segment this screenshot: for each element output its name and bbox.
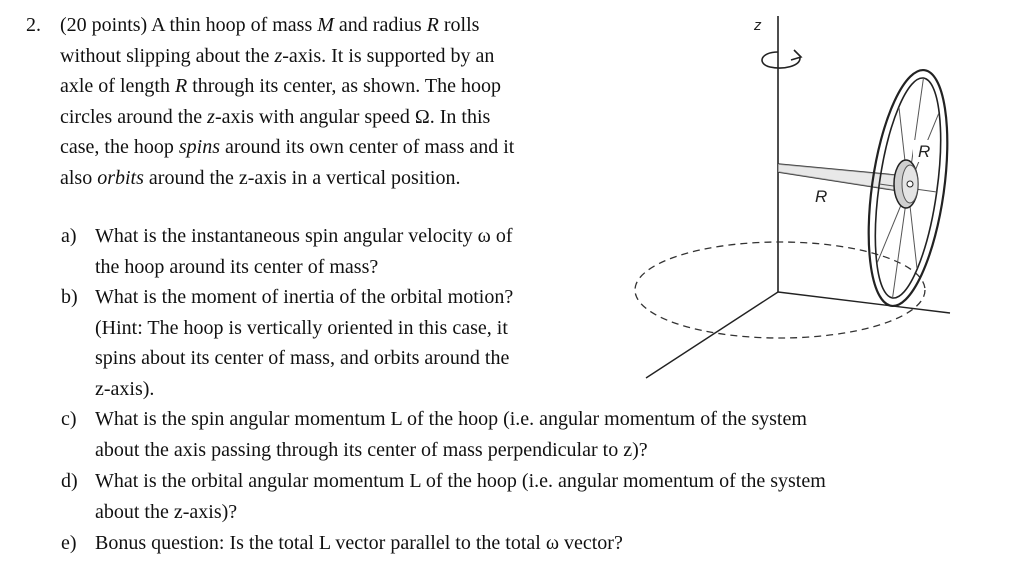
- italic-term: R: [426, 14, 439, 36]
- subquestion-line: What is the spin angular momentum L of the hoop (i.e. angular momentum of the system: [95, 408, 807, 430]
- subquestion-b: [61, 282, 514, 404]
- axle: [778, 164, 906, 192]
- intro-line: case, the hoop spins around its own center of mass and it: [60, 136, 515, 159]
- subquestion-label: a): [61, 225, 77, 247]
- intro-line: without slipping about the z-axis. It is supported by an: [60, 44, 495, 67]
- subquestion-label: c): [61, 408, 77, 430]
- intro-line: (20 points) A thin hoop of mass M and radius R rolls: [60, 14, 480, 36]
- subquestion-line: Bonus question: Is the total L vector parallel to the total ω vector?: [95, 532, 623, 554]
- rotation-arrow: [762, 50, 801, 68]
- subquestion-a: [61, 221, 513, 282]
- subquestion-line: about the z-axis)?: [95, 500, 238, 523]
- intro-line: also orbits around the z-axis in a vertical position.: [60, 166, 461, 189]
- subquestion-line: What is the orbital angular momentum L of the hoop (i.e. angular momentum of the system: [95, 470, 826, 492]
- hoop-diagram: [620, 10, 960, 390]
- italic-term: R: [174, 75, 188, 98]
- z-axis-label: z: [754, 17, 762, 34]
- subquestion-line: z-axis).: [95, 377, 155, 400]
- subquestion-line: What is the moment of inertia of the orbital motion?: [95, 286, 514, 308]
- italic-term: z: [274, 44, 283, 67]
- intro-line: axle of length R through its center, as shown. The hoop: [60, 75, 501, 98]
- axle-length-label: R: [815, 187, 828, 206]
- subquestion-line: What is the instantaneous spin angular velocity ω of: [95, 225, 513, 247]
- subquestion-line: the hoop around its center of mass?: [95, 255, 379, 278]
- subquestion-c: [61, 404, 807, 465]
- subquestion-label: b): [61, 286, 78, 308]
- italic-term: orbits: [97, 166, 144, 189]
- subquestion-d: [61, 466, 826, 527]
- italic-term: spins: [178, 136, 220, 159]
- italic-term: z: [207, 105, 215, 128]
- orbit-path: [635, 242, 925, 338]
- subquestion-line: (Hint: The hoop is vertically oriented in this case, it: [95, 316, 508, 339]
- subquestion-label: d): [61, 470, 78, 492]
- intro-line: circles around the z-axis with angular speed Ω. In this: [60, 105, 491, 128]
- radius-label: R: [918, 142, 931, 161]
- question-number: 2.: [26, 14, 41, 36]
- subquestion-line: about the axis passing through its center of mass perpendicular to z)?: [95, 438, 648, 461]
- subquestion-e: [61, 528, 623, 559]
- subquestion-line: spins about its center of mass, and orbits around the: [95, 347, 510, 370]
- italic-term: M: [317, 14, 334, 36]
- problem-intro: [60, 10, 600, 194]
- hoop-hub: [894, 160, 918, 208]
- subquestion-label: e): [61, 532, 77, 554]
- ground-line-front: [646, 292, 778, 378]
